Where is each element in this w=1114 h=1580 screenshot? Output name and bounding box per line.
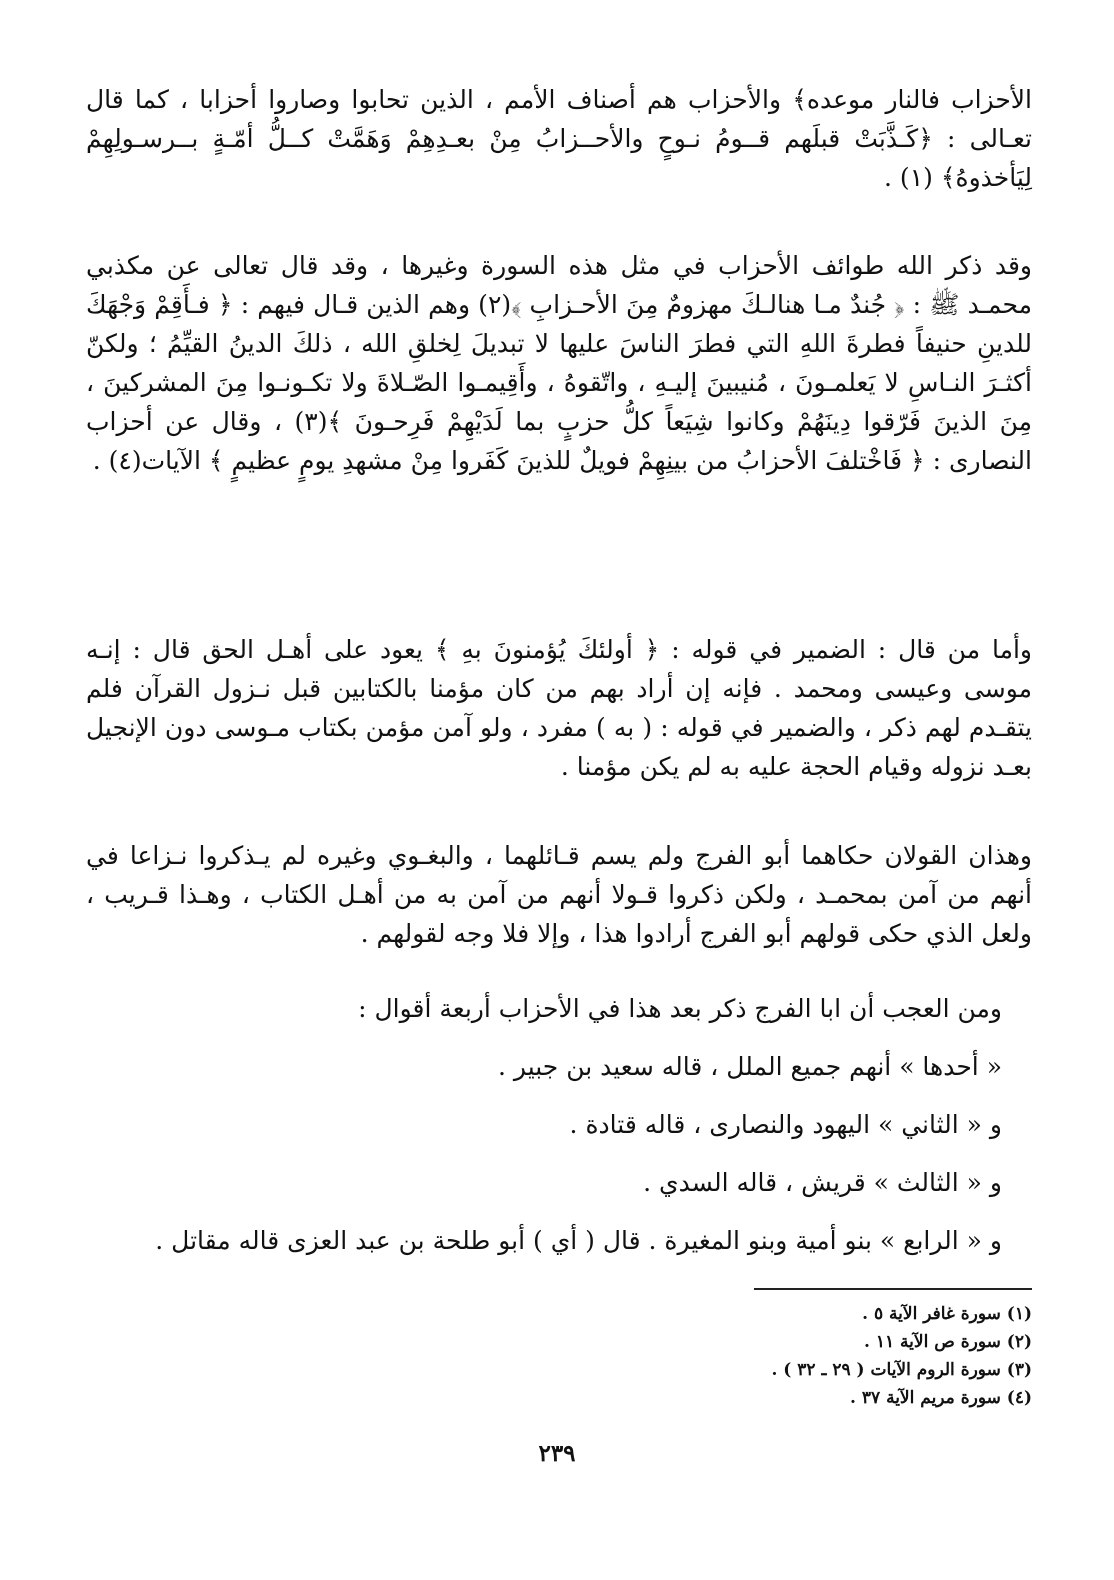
opinions-list — [102, 990, 1002, 1280]
list-item: و « الثالث » قريش ، قاله السدي . — [643, 1168, 1002, 1197]
list-item: ومن العجب أن ابا الفرج ذكر بعد هذا في الأحزاب أربعة أقوال : — [358, 994, 1002, 1023]
footnote: (٤) سورة مريم الآية ٣٧ . — [850, 1388, 1032, 1408]
footnote: (٢) سورة ص الآية ١١ . — [864, 1332, 1032, 1352]
body-paragraph: الأحزاب فالنار موعده﴾ والأحزاب هم أصناف الأمم ، الذين تحابوا وصاروا أحزابا ، كما قال تعـالى : ﴿كَـذَّبَتْ قبلَهم قــومُ نـوحٍ والأحــزابُ مِنْ بعـدِهِمْ وَهَمَّتْ كــلُّ أمّـةٍ بــرسـولِهِمْ لِيَأخذوهُ﴾ (١) . — [86, 85, 1033, 192]
list-item: « أحدها » أنهم جميع الملل ، قاله سعيد بن جبير . — [498, 1052, 1002, 1081]
footnote: (٣) سورة الروم الآيات ( ٢٩ ـ ٣٢ ) . — [771, 1360, 1032, 1380]
body-paragraph: وأما من قال : الضمير في قوله : ﴿ أولئكَ يُؤمنونَ بهِ ﴾ يعود على أهـل الحق قال : إنـه موسى وعيسى ومحمد . فإنه إن أراد بهم من كان مؤمنا بالكتابين قبل نـزول القرآن فلم يتقـدم لهم ذكر ، والضمير في قوله : ( به ) مفرد ، ولو آمن مؤمن بكتاب مـوسى دون الإنجيل بعـد نزوله وقيام الحجة عليه به لم يكن مؤمنا . — [86, 635, 1032, 781]
body-paragraph: وهذان القولان حكاهما أبو الفرج ولم يسم قـائلهما ، والبغـوي وغيره لم يـذكروا نـزاعا في أنهم من آمن بمحمـد ، ولكن ذكروا قـولا أنهم من آمن به من أهـل الكتاب ، وهـذا قـريب ، ولعل الذي حكى قولهم أبو الفرج أرادوا هذا ، وإلا فلا وجه لقولهم . — [86, 841, 1032, 948]
footnotes — [432, 1300, 1032, 1412]
footnote-divider — [754, 1288, 1032, 1290]
list-item: و « الرابع » بنو أمية وبنو المغيرة . قال ( أي ) أبو طلحة بن عبد العزى قاله مقاتل . — [155, 1226, 1002, 1255]
list-item: و « الثاني » اليهود والنصارى ، قاله قتادة . — [569, 1110, 1002, 1139]
footnote: (١) سورة غافر الآية ٥ . — [862, 1304, 1032, 1324]
page-number: ٢٣٩ — [538, 1440, 576, 1467]
body-paragraph: وقد ذكر الله طوائف الأحزاب في مثل هذه السورة وغيرها ، وقد قال تعالى عن مكذبي محمـد ﷺ : ﴿ جُندٌ مـا هنالـكَ مهزومٌ مِنَ الأحـزابِ ﴾(٢) وهم الذين قـال فيهم : ﴿ فـأَقِمْ وَجْهَكَ للدينِ حنيفاً فطرةَ اللهِ التي فطرَ الناسَ عليها لا تبديلَ لِخلقِ الله ، ذلكَ الدينُ القيِّمُ ؛ ولكنّ أكثـرَ النـاسِ لا يَعلمـونَ ، مُنيبينَ إليـهِ ، واتّقوهُ ، وأَقِيمـوا الصّـلاةَ ولا تكـونـوا مِنَ المشركينَ ، مِنَ الذينَ فَرّقوا دِينَهُمْ وكانوا شِيَعاً كلُّ حزبٍ بما لَدَيْهِمْ فَرِحـونَ ﴾(٣) ، وقال عن أحزاب النصارى : ﴿ فَاخْتلفَ الأحزابُ من بينِهِمْ فويلٌ للذينَ كَفَروا مِنْ مشهدِ يومٍ عظيمٍ ﴾ الآيات(٤) . — [86, 251, 1033, 475]
